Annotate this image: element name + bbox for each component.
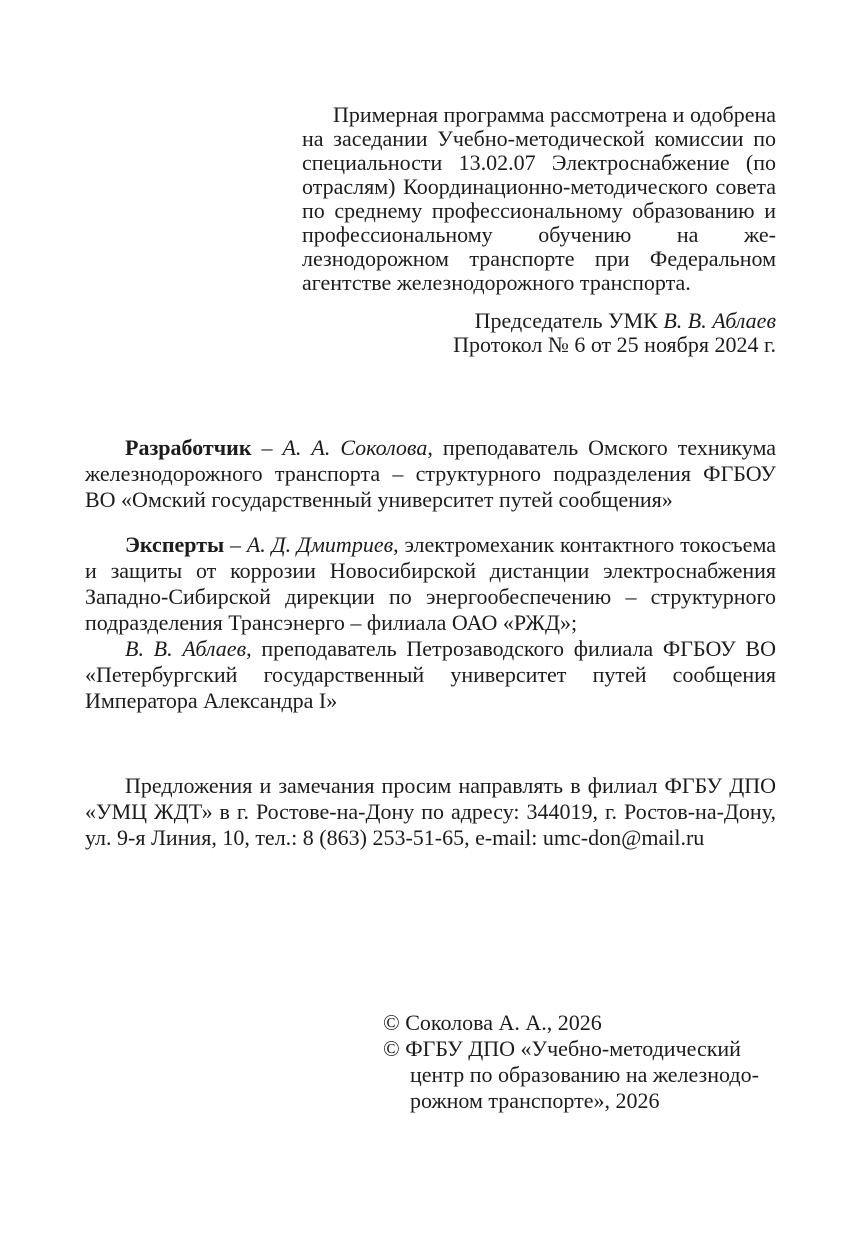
developer-name: А. А. Соколова (282, 435, 428, 460)
expert2-description: , преподаватель Петрозаводского филиала ФГБОУ ВО «Петербургский государственный университет путей сообщения Императора Александра I» (85, 636, 776, 713)
developer-separator: – (251, 435, 283, 460)
chairman-name: В. В. Аблаев (663, 308, 776, 333)
expert1-description: , электромеханик контактного токосъема и защиты от коррозии Новосибирской дистанции электроснабжения Западно-Сибирской дирекции по энергообеспечению – структурного подразделения Трансэнерго – филиала ОАО «РЖД»; (85, 532, 776, 635)
credits-block (85, 435, 776, 851)
protocol-line: Протокол № 6 от 25 ноября 2024 г. (453, 332, 776, 357)
copyright-publisher-line: © ФГБУ ДПО «Учебно-методический центр по образованию на железнодорожном транспорте», 2026 (383, 1036, 759, 1113)
developer-paragraph (85, 435, 776, 513)
copyright-block (383, 1010, 779, 1114)
feedback-paragraph: Предложения и замечания просим направлять в филиал ФГБУ ДПО «УМЦ ЖДТ» в г. Ростове-на-Дону по адресу: 344019, г. Ростов-на-Дону, ул. 9-я Линия, 10, тел.: 8 (863) 253-51-65, e-mail: umc-don@mail.ru (85, 773, 776, 850)
expert2-paragraph (85, 636, 776, 714)
expert1-name: А. Д. Дмитриев (246, 532, 394, 557)
expert2-name: В. В. Аблаев (125, 636, 247, 661)
experts-label: Эксперты (125, 532, 225, 557)
chairman-label: Председатель УМК (474, 308, 664, 333)
copyright-author-line: © Соколова А. А., 2026 (383, 1010, 602, 1035)
developer-description: , преподаватель Омского техникума железнодорожного транспорта – структурного подразделения ФГБОУ ВО «Омский государственный университет путей сообщения» (85, 435, 777, 512)
experts-separator: – (224, 532, 247, 557)
approval-paragraph: Примерная программа рассмотрена и одобрена на заседании Учебно-методической комиссии по специальности 13.02.07 Электроснабжение (по отраслям) Координационно-методического совета по среднему профессиональному образованию и профессиональному обучению на железнодорожном транспорте при Федеральном агентстве железнодорожного транспорта. (302, 102, 776, 295)
approval-block (302, 103, 776, 357)
developer-label: Разработчик (125, 435, 252, 460)
chairman-line (302, 309, 776, 333)
experts-paragraph (85, 532, 776, 636)
